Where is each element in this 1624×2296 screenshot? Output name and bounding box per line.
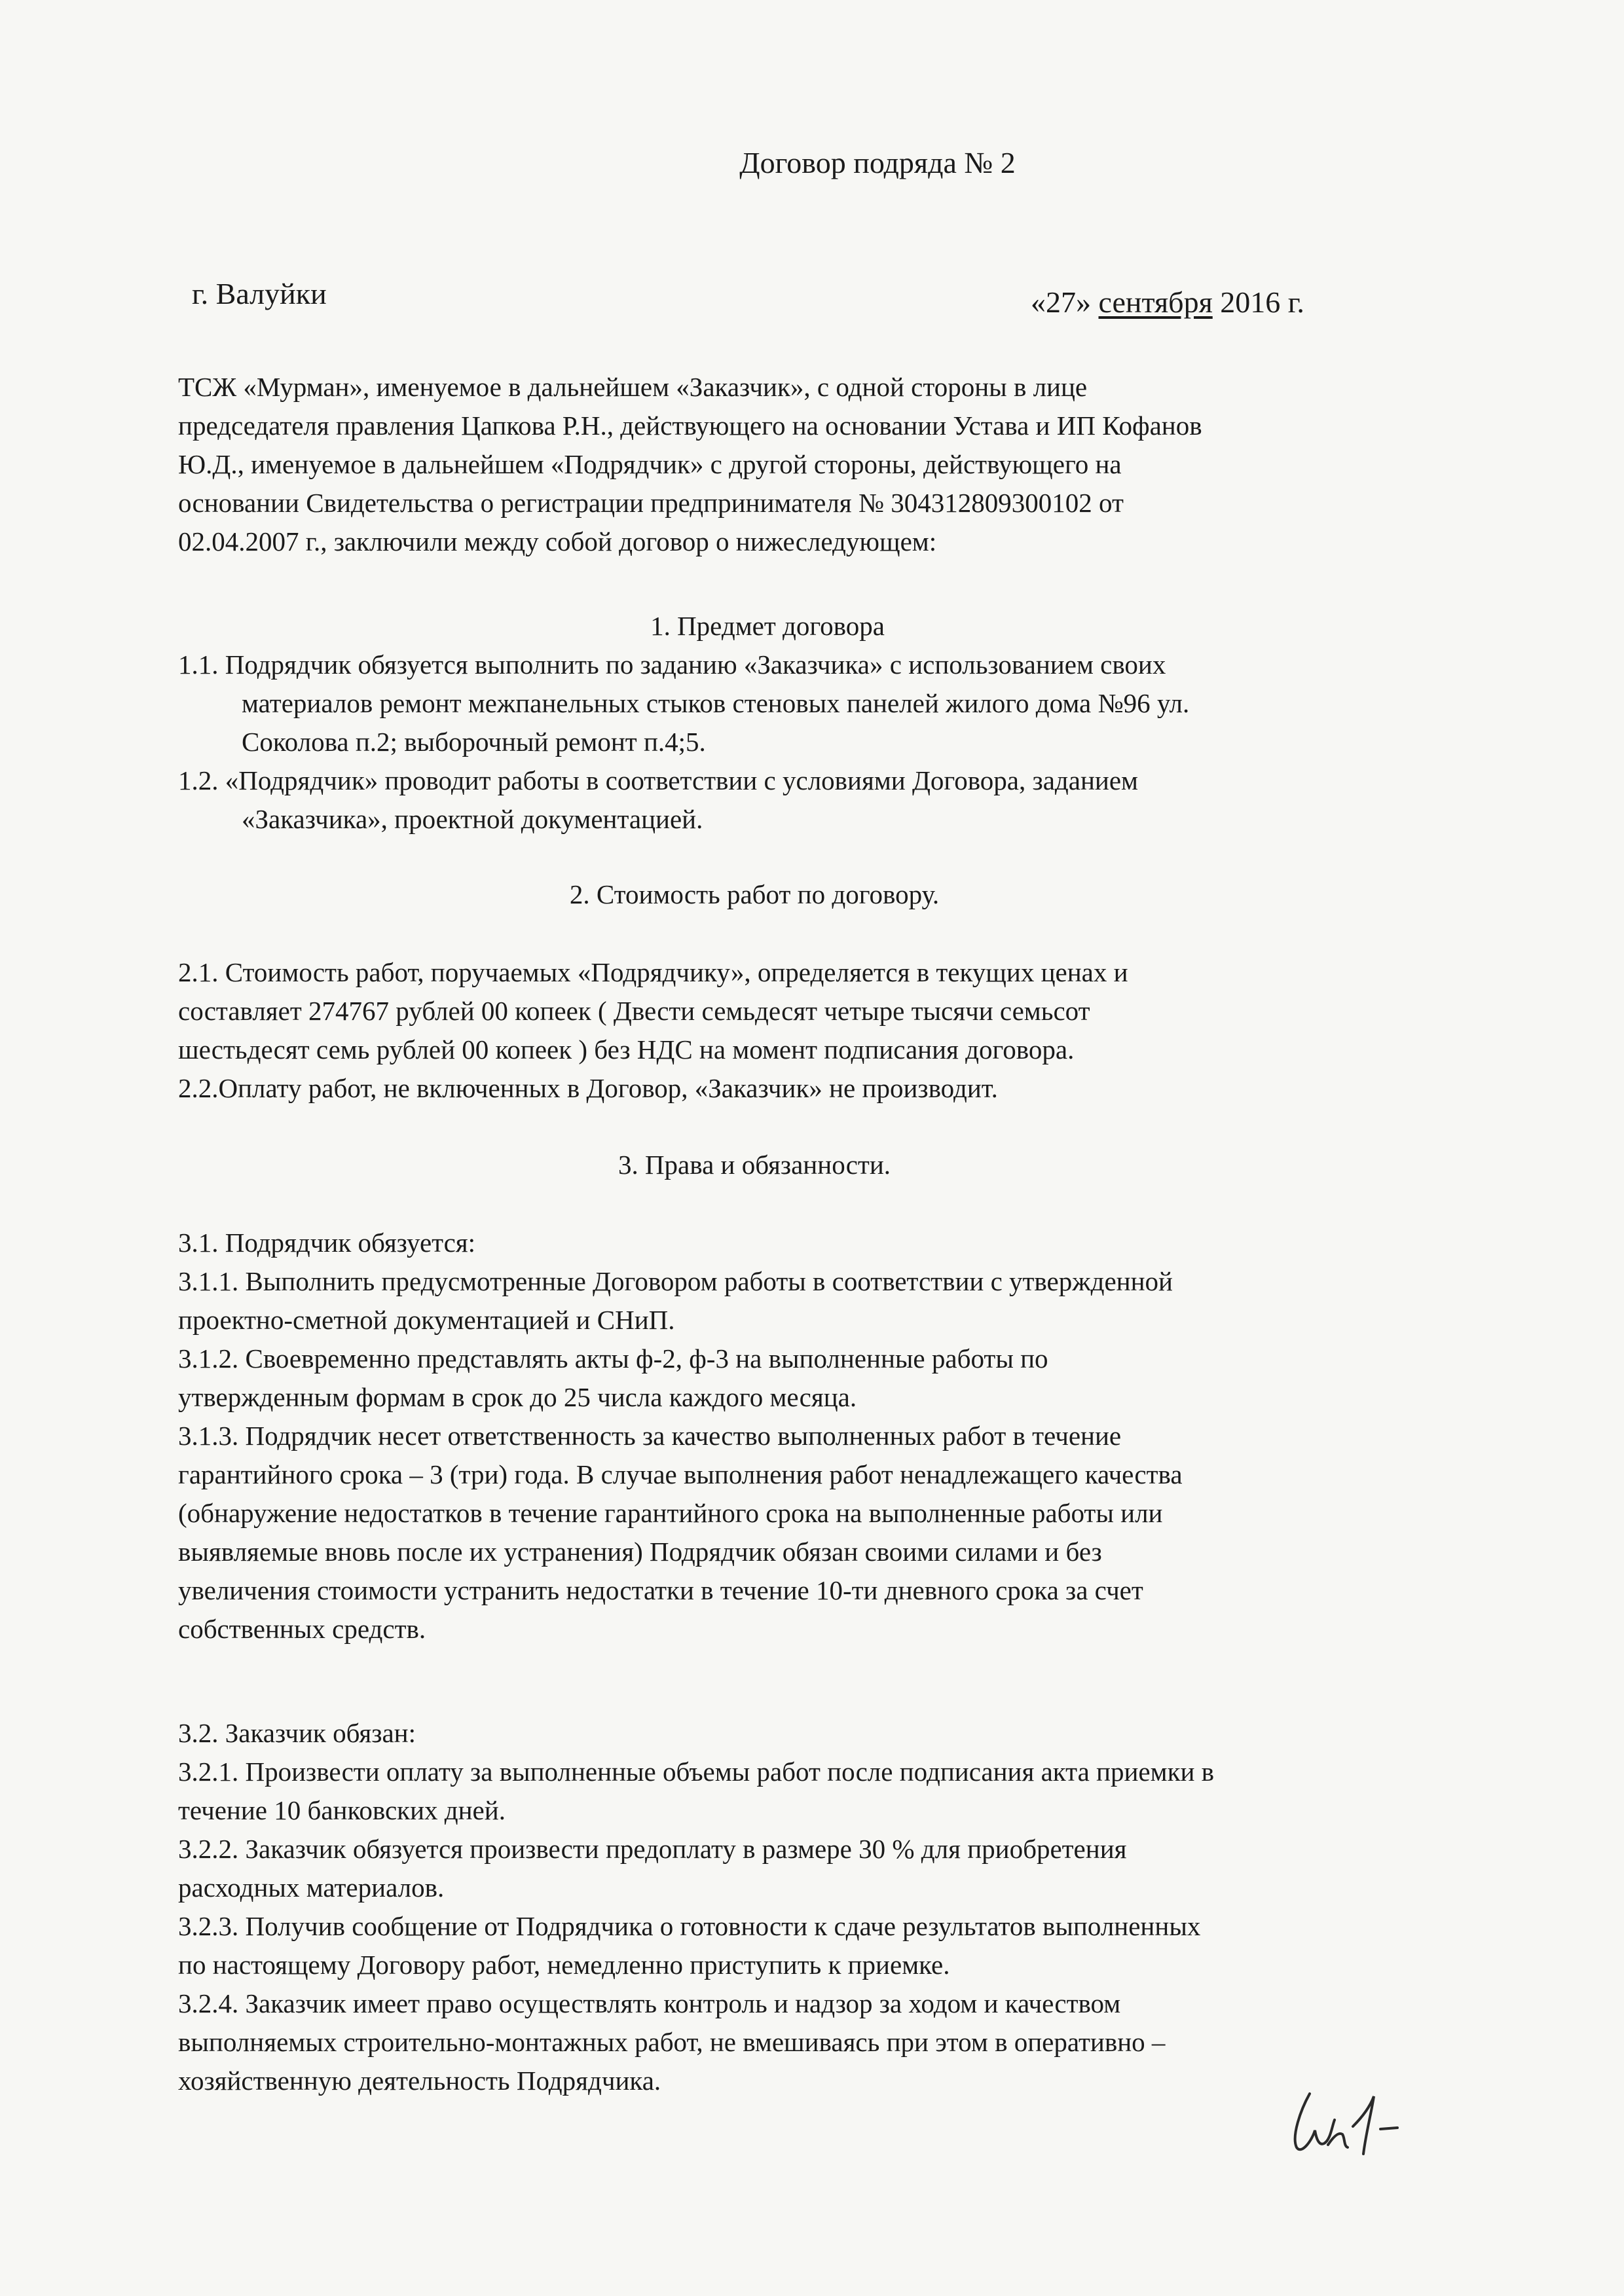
customer-obligations [178,1714,1488,2100]
text-line: 02.04.2007 г., заключили между собой договор о нижеследующем: [178,526,937,556]
text-line: 3.2.2. Заказчик обязуется произвести предоплату в размере 30 % для приобретения [178,1834,1127,1864]
text-line: увеличения стоимости устранить недостатки в течение 10-ти дневного срока за счет [178,1575,1143,1605]
contract-date [1031,285,1304,319]
city: г. Валуйки [192,277,327,310]
text-line: шестьдесят семь рублей 00 копеек ) без НДС на момент подписания договора. [178,1034,1075,1065]
intro-paragraph [178,368,1488,561]
text-line: основании Свидетельства о регистрации предпринимателя № 304312809300102 от [178,488,1124,518]
date-month: сентября [1098,285,1213,319]
text-line: 1.1. Подрядчик обязуется выполнить по заданию «Заказчика» с использованием своих [178,649,1166,680]
text-line: выполняемых строительно-монтажных работ, не вмешиваясь при этом в оперативно – [178,2027,1166,2057]
text-line: 3.1. Подрядчик обязуется: [178,1228,476,1258]
text-line: 3.2.3. Получив сообщение от Подрядчика о готовности к сдаче результатов выполненных [178,1911,1201,1941]
text-line: 2.1. Стоимость работ, поручаемых «Подрядчику», определяется в текущих ценах и [178,957,1128,987]
clause-1-1 [178,646,1488,761]
text-line: по настоящему Договору работ, немедленно приступить к приемке. [178,1950,950,1980]
section-3-heading: 3. Права и обязанности. [618,1150,891,1180]
contractor-obligations [178,1224,1488,1649]
text-line: расходных материалов. [178,1872,445,1903]
text-line: 3.1.3. Подрядчик несет ответственность за качество выполненных работ в течение [178,1421,1122,1451]
text-line: (обнаружение недостатков в течение гарантийного срока на выполненные работы или [178,1498,1163,1528]
text-line: выявляемые вновь после их устранения) Подрядчик обязан своими силами и без [178,1537,1102,1567]
text-line: хозяйственную деятельность Подрядчика. [178,2066,661,2096]
section-1-heading: 1. Предмет договора [650,611,885,641]
text-line: собственных средств. [178,1614,426,1644]
text-line: председателя правления Цапкова Р.Н., действующего на основании Устава и ИП Кофанов [178,410,1202,441]
text-line: Ю.Д., именуемое в дальнейшем «Подрядчик» с другой стороны, действующего на [178,449,1122,479]
text-line: 3.2.4. Заказчик имеет право осуществлять контроль и надзор за ходом и качеством [178,1988,1121,2018]
text-line: Соколова п.2; выборочный ремонт п.4;5. [242,727,706,757]
text-line: материалов ремонт межпанельных стыков стеновых панелей жилого дома №96 ул. [242,688,1190,718]
text-line: проектно-сметной документацией и СНиП. [178,1305,675,1335]
date-year: 2016 г. [1212,285,1304,319]
text-line: ТСЖ «Мурман», именуемое в дальнейшем «Заказчик», с одной стороны в лице [178,372,1088,402]
clause-1-2 [178,761,1488,839]
contract-title: Договор подряда № 2 [739,146,1016,179]
text-line: 1.2. «Подрядчик» проводит работы в соответствии с условиями Договора, заданием [178,765,1138,795]
text-line: 3.1.2. Своевременно представлять акты ф-2, ф-3 на выполненные работы по [178,1343,1048,1374]
section-2-text [178,953,1488,1108]
date-day: «27» [1031,285,1099,319]
text-line: 2.2.Оплату работ, не включенных в Договор, «Заказчик» не производит. [178,1073,998,1103]
text-line: утвержденным формам в срок до 25 числа каждого месяца. [178,1382,857,1412]
text-line: «Заказчика», проектной документацией. [242,804,703,834]
text-line: 3.1.1. Выполнить предусмотренные Договором работы в соответствии с утвержденной [178,1266,1173,1296]
text-line: течение 10 банковских дней. [178,1795,506,1825]
section-2-heading: 2. Стоимость работ по договору. [569,879,940,909]
handwritten-initials-icon [1282,2074,1446,2166]
contract-body [178,368,1488,2100]
text-line: составляет 274767 рублей 00 копеек ( Двести семьдесят четыре тысячи семьсот [178,996,1090,1026]
text-line: гарантийного срока – 3 (три) года. В случае выполнения работ ненадлежащего качества [178,1459,1183,1489]
text-line: 3.2. Заказчик обязан: [178,1718,416,1748]
text-line: 3.2.1. Произвести оплату за выполненные объемы работ после подписания акта приемки в [178,1757,1215,1787]
